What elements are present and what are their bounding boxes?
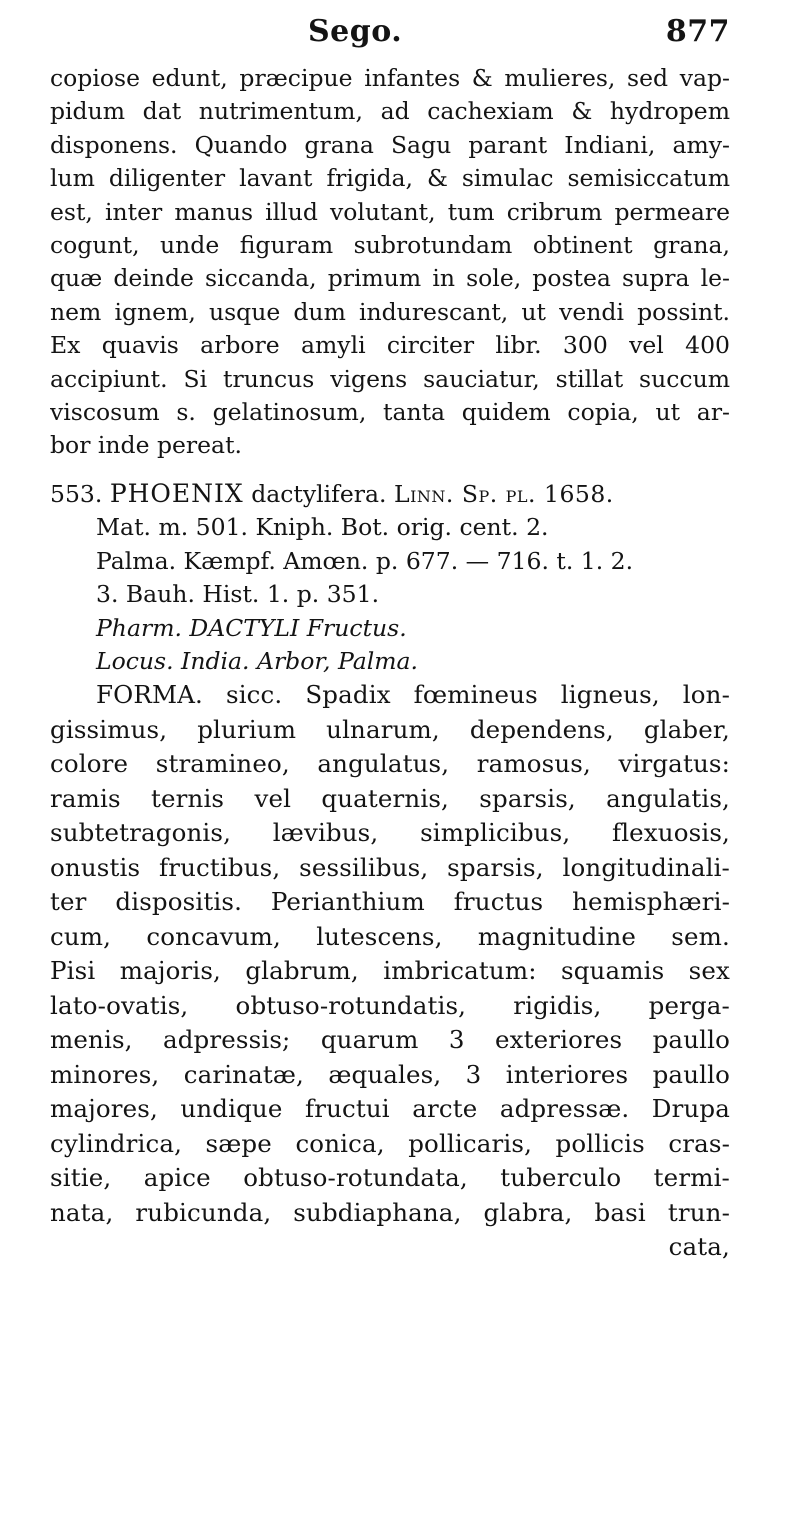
text-line: viscosum s. gelatinosum, tanta quidem copia, ut ar- xyxy=(50,398,730,427)
text-line: menis, adpressis; quarum 3 exteriores paullo xyxy=(50,1025,730,1055)
text-line: Ex quavis arbore amyli circiter libr. 300 vel 400 xyxy=(50,331,730,360)
page-body xyxy=(50,62,730,1265)
text-line: copiose edunt, præcipue infantes & mulieres, sed vap- xyxy=(50,64,730,92)
text-line: Pisi majoris, glabrum, imbricatum: squamis sex xyxy=(50,956,730,986)
text-line: quæ deinde siccanda, primum in sole, postea supra le- xyxy=(50,264,730,293)
text-line: lum diligenter lavant frigida, & simulac semisiccatum xyxy=(50,164,730,193)
text-line: colore stramineo, angulatus, ramosus, virgatus: xyxy=(50,749,730,779)
entry-number: 553. xyxy=(50,479,103,508)
text-line: minores, carinatæ, æquales, 3 interiores paullo xyxy=(50,1059,730,1089)
entry-pharmacopoeia: Pharm. DACTYLI Fructus. xyxy=(96,613,407,642)
entry-reference: Linn. Sp. pl. 1658. xyxy=(394,479,614,508)
entry-species: dactylifera. xyxy=(251,479,387,508)
entry-genus: PHOENIX xyxy=(109,478,244,508)
text-line: accipiunt. Si truncus vigens sauciatur, stillat succum xyxy=(50,364,730,393)
entry-phoenix xyxy=(50,477,730,678)
text-line: gissimus, plurium ulnarum, dependens, glaber, xyxy=(50,714,730,744)
text-line: nata, rubicunda, subdiaphana, glabra, basi trun- xyxy=(50,1197,730,1227)
paragraph-sago-preparation xyxy=(50,62,730,463)
entry-reference-line: 3. Bauh. Hist. 1. p. 351. xyxy=(96,580,380,609)
text-line: nem ignem, usque dum indurescant, ut vendi possint. xyxy=(50,297,730,326)
catchword: cata, xyxy=(668,1232,730,1262)
text-line: cum, concavum, lutescens, magnitudine sem. xyxy=(50,921,730,951)
text-line: subtetragonis, lævibus, simplicibus, flexuosis, xyxy=(50,818,730,848)
text-line: pidum dat nutrimentum, ad cachexiam & hydropem xyxy=(50,97,730,126)
text-line: cylindrica, sæpe conica, pollicaris, pollicis cras- xyxy=(50,1128,730,1158)
text-line: ter dispositis. Perianthium fructus hemisphæri- xyxy=(50,887,730,917)
text-line: sitie, apice obtuso-rotundata, tuberculo termi- xyxy=(50,1163,730,1193)
entry-reference-line: Palma. Kæmpf. Amœn. p. 677. — 716. t. 1. 2. xyxy=(96,546,634,575)
text-line: ramis ternis vel quaternis, sparsis, angulatis, xyxy=(50,783,730,813)
running-head-title: Sego. xyxy=(308,14,403,49)
text-line: disponens. Quando grana Sagu parant Indiani, amy- xyxy=(50,130,730,159)
text-line: lato-ovatis, obtuso-rotundatis, rigidis, perga- xyxy=(50,990,730,1020)
paragraph-gap xyxy=(50,463,730,477)
entry-heading xyxy=(50,477,730,511)
text-line: bor inde pereat. xyxy=(50,431,242,460)
entry-reference-line: Mat. m. 501. Kniph. Bot. orig. cent. 2. xyxy=(96,513,549,542)
entry-description xyxy=(50,678,730,1265)
text-line: majores, undique fructui arcte adpressæ. Drupa xyxy=(50,1094,730,1124)
text-line: est, inter manus illud volutant, tum cribrum permeare xyxy=(50,197,730,226)
text-line: cogunt, unde figuram subrotundam obtinent grana, xyxy=(50,231,730,260)
text-line: FORMA. sicc. Spadix fœmineus ligneus, lon- xyxy=(96,680,730,710)
entry-locus: Locus. India. Arbor, Palma. xyxy=(96,646,419,675)
text-line: onustis fructibus, sessilibus, sparsis, longitudinali- xyxy=(50,852,730,882)
running-head xyxy=(40,10,730,60)
page-number: 877 xyxy=(665,14,730,49)
